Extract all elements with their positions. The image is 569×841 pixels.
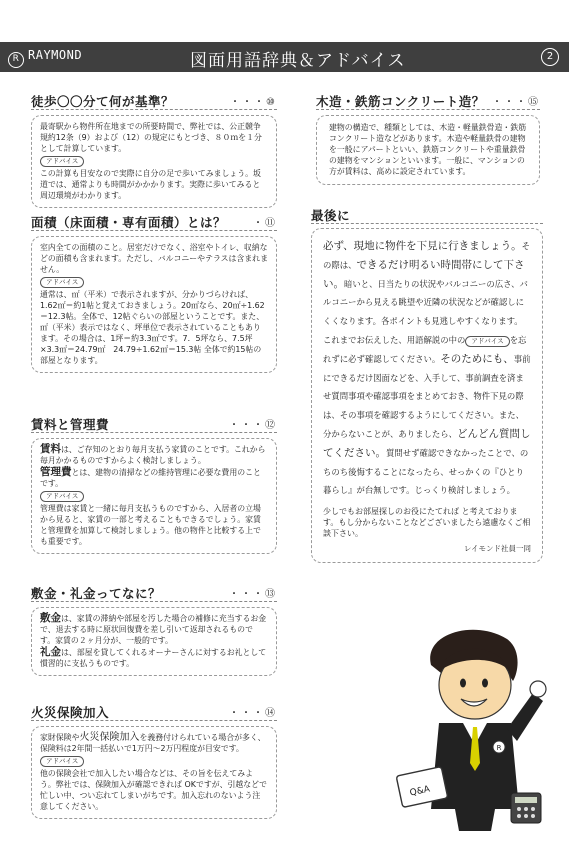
mascot-illustration (395, 623, 555, 839)
divider (311, 223, 543, 224)
advice-tag: アドバイス (40, 277, 84, 288)
section-body (311, 228, 543, 563)
body-text: とは、建物の清掃などの維持管理に必要な費用のことです。 (40, 468, 261, 488)
section-deposit (31, 584, 277, 676)
section-title: 賃料と管理費 (31, 417, 110, 432)
header-bar (0, 42, 569, 72)
calculator-key (517, 814, 521, 818)
body-text: 必ず、現地に物件を下見に行きましょう。 (323, 240, 522, 252)
section-area (31, 213, 277, 373)
highlight-text: 火災保険加入 (79, 732, 140, 743)
body-text: は、ご存知のとおり毎月支払う家賃のことです。これから毎月かかるものですからよく検討しましょう。 (40, 445, 266, 465)
raised-arm (507, 693, 543, 741)
divider (31, 601, 277, 602)
advice-text: 通常は、㎡（平米）で表示されますが、分かりづらければ、1.62㎡＝約1帖と覚えておきましょう。20㎡なら、20㎡÷1.62＝12.3帖。全体で、12帖ぐらいの部屋ということです。また、㎡（平米）表示ではなく、坪単位で表示されていることもあります。その場合は、1坪＝約3.3㎡です。7．5坪なら、7.5坪×3.3㎡＝24.79㎡ 24.79÷1.62㎡＝15.3帖 全体で約15帖の部屋となります。 (40, 290, 265, 365)
advice-tag: アドバイス (40, 756, 84, 767)
section-number: ・・・⑬ (229, 589, 277, 600)
body-text: 事前にできるだけ図面などを、入手して、事前調査を済ませ質問事項や確認事項をまとめておき、物件下見の際は、その事項を確認するようにしてください。また、分からないことが、ありましたら、 (323, 353, 531, 439)
section-number: ・・・⑮ (492, 97, 540, 108)
section-title: 敷金・礼金ってなに？ (31, 586, 162, 601)
term-management-fee: 管理費 (40, 466, 72, 478)
calculator-key (524, 814, 528, 818)
advice-text: 他の保険会社で加入したい場合などは、その旨を伝えてみよう。弊社では、保険加入が確認できれば OKですが、引越などで忙しい中、つい忘れてしまいがちです。加入忘れのないよう注意してください。 (40, 769, 267, 811)
body-text: 質問せず確認できなかったことで、のちのち後悔することになったら、せっかくの『ひとり暮らし』が台無しです。じっくり検討しましょう。 (323, 447, 529, 496)
body-text: 最寄駅から物件所在地までの所要時間で、弊社では、公正競争規約12条（9）および（12）の規定にもとづき、８０ｍを１分として計算しています。 (40, 122, 262, 153)
section-body (31, 607, 277, 676)
advice-tag: アドバイス (465, 336, 509, 347)
body-text: 暗いと、日当たりの状況やバルコニーの広さ、バルコニーから見える眺望や近隣の状況などが確認しにくくなります。各ポイントも見逃しやすくなります。これまでお伝えした、用語解説の中の (323, 278, 528, 345)
highlight-text: そのためにも、 (440, 352, 514, 365)
divider (316, 109, 540, 110)
body-text: その際は、 (323, 241, 531, 270)
section-structure (316, 92, 540, 185)
calculator-key (517, 807, 521, 811)
divider (31, 720, 277, 721)
advice-tag: アドバイス (40, 156, 84, 167)
section-header (316, 92, 540, 112)
section-number: ・・・⑭ (229, 708, 277, 719)
section-header (31, 213, 277, 233)
body-text: 室内全ての面積のこと。居室だけでなく、浴室やトイレ、収納などの面積も含まれます。ただし、バルコニーやテラスは含まれません。 (40, 243, 268, 274)
calculator-key (531, 807, 535, 811)
qa-board-text: Q&A (408, 784, 431, 799)
section-body (31, 438, 277, 554)
section-header (31, 584, 277, 604)
section-body (31, 726, 277, 819)
section-title: 火災保険加入 (31, 705, 110, 720)
brand (8, 48, 82, 68)
rent-paragraph (40, 444, 268, 466)
section-title: 徒歩〇〇分て何が基準？ (31, 94, 175, 109)
key-money-paragraph (40, 647, 268, 669)
divider (31, 230, 277, 231)
term-deposit: 敷金 (40, 612, 61, 624)
calculator-key (524, 807, 528, 811)
brand-name: RAYMOND (28, 48, 83, 62)
advice-text: この計算も目安なので実際に自分の足で歩いてみましょう。坂道では、通常よりも時間がかかかります。実際に歩いてみると周辺環境がわかります。 (40, 169, 261, 200)
section-title: 最後に (311, 208, 351, 223)
eye-right (482, 679, 488, 688)
calculator-key (531, 814, 535, 818)
section-number: ・・・⑫ (229, 420, 277, 431)
section-title: 木造・鉄筋コンクリート造？ (316, 94, 485, 109)
page-number: 2 (541, 48, 559, 66)
section-title: 面積（床面積・専有面積）とは？ (31, 215, 227, 230)
brand-logo-icon: R (8, 52, 24, 68)
page-title: 図面用語辞典＆アドバイス (190, 51, 406, 71)
closing-note: 少しでもお部屋探しのお役にたてれば と考えております。もし分からないことなどございましたら遠慮なくご相談下さい。 (323, 507, 531, 539)
divider (31, 109, 277, 110)
section-body (316, 115, 540, 185)
section-header (31, 92, 277, 112)
fee-paragraph (40, 467, 268, 489)
section-body (31, 115, 277, 208)
section-closing (311, 206, 543, 563)
businessman-mascot-icon (395, 623, 555, 835)
section-walk-time (31, 92, 277, 208)
term-rent: 賃料 (40, 443, 61, 455)
section-body (31, 236, 277, 373)
badge-letter: R (496, 744, 502, 752)
calculator-screen (515, 797, 537, 803)
body-text: を忘れずに必ず確認してください。 (323, 334, 527, 364)
body-text: を義務付けられている場合が多く、保険料は2年間一括払いで1万円～2万円程度が目安です。 (40, 733, 266, 753)
advice-text: 管理費は家賃と一緒に毎月支払うものですから、入居者の立場から見ると、家賃の一部と考えることもできるでしょう。家賃と管理費を加算して検討しましょう。他の物件と比較する上でも重要です。 (40, 504, 261, 546)
body-text: は、家賃の滞納や部屋を汚した場合の補修に充当するお金で、退去する時に原状回復費を差し引いて返却されるものです。家賃の２ヶ月分が、一般的です。 (40, 614, 267, 645)
body-text: 家財保険や (40, 733, 80, 742)
advice-tag: アドバイス (40, 491, 84, 502)
body-text: は、部屋を貸してくれるオーナーさんに対するお礼として慣習的に支払うものです。 (40, 648, 267, 668)
section-number: ・・・⑩ (230, 97, 277, 108)
term-key-money: 礼金 (40, 646, 61, 658)
section-header (31, 703, 277, 723)
signature: レイモンド社員一同 (463, 544, 531, 554)
section-header (31, 415, 277, 435)
highlight-text: できるだけ明るい時間帯にして下さい。 (323, 258, 525, 290)
deposit-paragraph (40, 613, 268, 646)
section-number: ・⑪ (253, 218, 277, 229)
section-header (311, 206, 543, 226)
body-text: 建物の構造で、種類としては、木造・軽量鉄骨造・鉄筋コンクリート造などがあります。木造や軽量鉄骨の建物を一般にアパートといい、鉄筋コンクリートや重量鉄骨の建物をマンションといいます。一般に、マンションの方が賃料は、高めに設定されています。 (329, 123, 527, 176)
section-rent (31, 415, 277, 554)
highlight-text: どんどん質問してください。 (323, 427, 531, 459)
divider (31, 432, 277, 433)
glove-hand (530, 681, 546, 697)
eye-left (460, 679, 466, 688)
section-fire-insurance (31, 703, 277, 819)
insurance-paragraph (40, 732, 268, 754)
